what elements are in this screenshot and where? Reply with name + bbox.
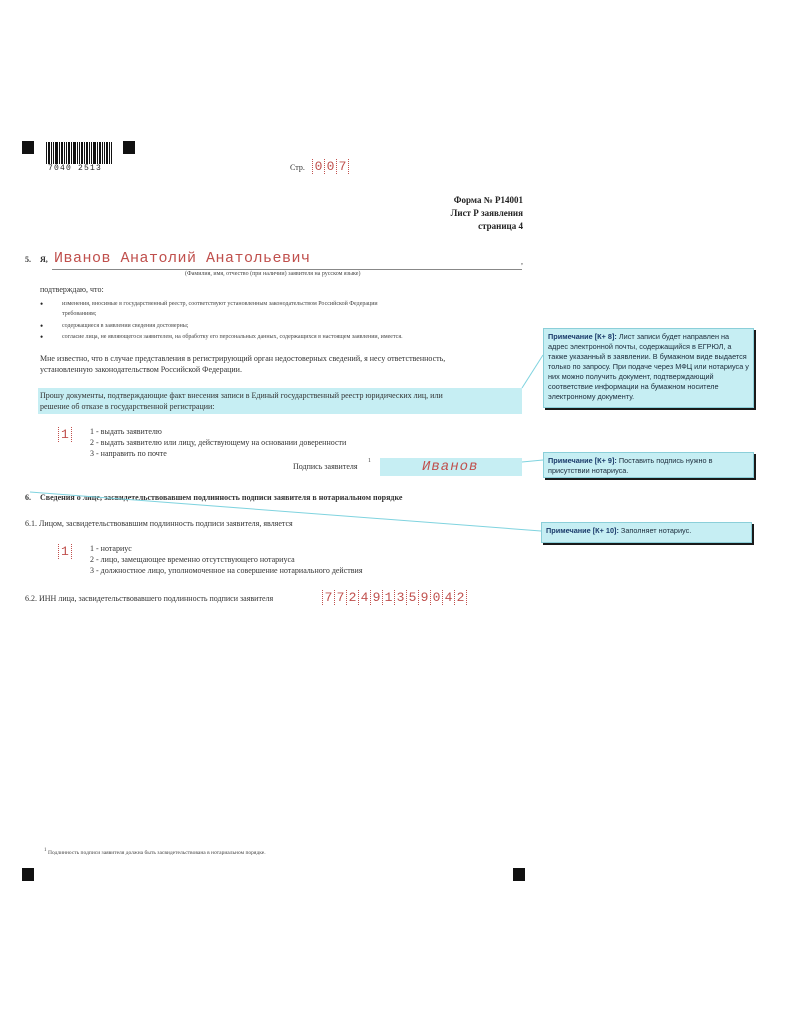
comment-note-k8[interactable] bbox=[543, 328, 754, 408]
bullet-mark: • bbox=[40, 299, 44, 309]
q61-text: 6.1. Лицом, засвидетельствовавшим подлинность подписи заявителя, является bbox=[25, 519, 293, 528]
inn-digit: 9 bbox=[370, 590, 382, 605]
section6-number: 6. bbox=[25, 493, 31, 502]
inn-digit: 7 bbox=[334, 590, 346, 605]
section6-title: Сведения о лице, засвидетельствовавшем подлинность подписи заявителя в нотариальном порядке bbox=[40, 493, 403, 502]
request-text-2: решение об отказе в государственной регистрации: bbox=[40, 402, 215, 411]
signature-value: Иванов bbox=[422, 459, 479, 475]
page-digit: 0 bbox=[324, 159, 336, 174]
inn-digit: 9 bbox=[418, 590, 430, 605]
comment-note-k10[interactable] bbox=[541, 522, 752, 543]
section5-i-label: Я, bbox=[40, 255, 48, 264]
footnote-text: Подлинность подписи заявителя должна быть засвидетельствована в нотариальном порядке. bbox=[48, 850, 266, 856]
bullet-text: содержащиеся в заявлении сведения достоверны; bbox=[62, 323, 189, 329]
role-option: 2 - лицо, замещающее временно отсутствующего нотариуса bbox=[90, 555, 295, 564]
note-title: Примечание [К+ 8]: bbox=[548, 332, 617, 341]
form-title: Форма № Р14001 bbox=[453, 195, 523, 205]
inn-digit: 2 bbox=[346, 590, 358, 605]
note-text: Заполняет нотариус. bbox=[620, 526, 692, 535]
barcode-digits: 7040 2513 bbox=[48, 164, 103, 173]
note-text: Поставить подпись нужно в присутствии нотариуса. bbox=[548, 456, 713, 475]
inn-digit: 0 bbox=[430, 590, 442, 605]
fio-value: Иванов Анатолий Анатольевич bbox=[54, 250, 311, 267]
note-title: Примечание [К+ 9]: bbox=[548, 456, 617, 465]
bullet-text: изменения, вносимые в государственный реестр, соответствуют установленным законодательством Российской Федерации bbox=[62, 301, 378, 307]
inn-digit: 7 bbox=[322, 590, 334, 605]
footnote-sup: 1 bbox=[44, 848, 47, 853]
bullet-text: требованиям; bbox=[62, 311, 97, 317]
fio-comma: , bbox=[521, 257, 523, 266]
role-option: 1 - нотариус bbox=[90, 544, 132, 553]
delivery-choice: 1 bbox=[58, 427, 72, 442]
known-text-1: Мне известно, что в случае представления в регистрирующий орган недостоверных сведений, я несу ответственность, bbox=[40, 354, 446, 363]
inn-digit: 3 bbox=[394, 590, 406, 605]
delivery-option: 3 - направить по почте bbox=[90, 449, 167, 458]
role-option: 3 - должностное лицо, уполномоченное на совершение нотариального действия bbox=[90, 566, 363, 575]
known-text-2: установленную законодательством Российской Федерации. bbox=[40, 365, 242, 374]
page-label: Стр. bbox=[290, 163, 305, 172]
delivery-option: 2 - выдать заявителю или лицу, действующему на основании доверенности bbox=[90, 438, 347, 447]
inn-digit: 2 bbox=[454, 590, 467, 605]
bullet-mark: • bbox=[40, 321, 44, 331]
inn-digit: 1 bbox=[382, 590, 394, 605]
section5-number: 5. bbox=[25, 255, 31, 264]
bullet-mark: • bbox=[40, 332, 44, 342]
inn-digit: 5 bbox=[406, 590, 418, 605]
form-page: страница 4 bbox=[478, 221, 523, 231]
bullet-text: согласие лица, не являющегося заявителем, на обработку его персональных данных, содержащихся в настоящем заявлении, имеется. bbox=[62, 334, 403, 340]
delivery-option: 1 - выдать заявителю bbox=[90, 427, 162, 436]
inn-digit: 4 bbox=[358, 590, 370, 605]
note-text: Лист записи будет направлен на адрес электронной почты, содержащийся в ЕГРЮЛ, а также указанный в заявлении. В бумажном виде выдается только по запросу. При подаче через МФЦ или нотариуса у них можно получить документ, подтверждающий соответствие информации на бумажном носителе электронному документу. bbox=[548, 332, 749, 401]
inn-digit: 4 bbox=[442, 590, 454, 605]
q62-text: 6.2. ИНН лица, засвидетельствовавшего подлинность подписи заявителя bbox=[25, 594, 274, 603]
role-choice: 1 bbox=[58, 544, 72, 559]
confirm-text: подтверждаю, что: bbox=[40, 285, 104, 294]
request-text-1: Прошу документы, подтверждающие факт внесения записи в Единый государственный реестр юридических лиц, или bbox=[40, 391, 443, 400]
comment-note-k9[interactable] bbox=[543, 452, 754, 478]
note-title: Примечание [К+ 10]: bbox=[546, 526, 619, 535]
signature-label: Подпись заявителя bbox=[293, 462, 358, 471]
fio-caption: (Фамилия, имя, отчество (при наличии) заявителя на русском языке) bbox=[185, 271, 361, 277]
page-digit: 7 bbox=[336, 159, 349, 174]
form-sheet: Лист Р заявления bbox=[450, 208, 523, 218]
page-digit: 0 bbox=[312, 159, 324, 174]
signature-sup: 1 bbox=[368, 458, 371, 464]
